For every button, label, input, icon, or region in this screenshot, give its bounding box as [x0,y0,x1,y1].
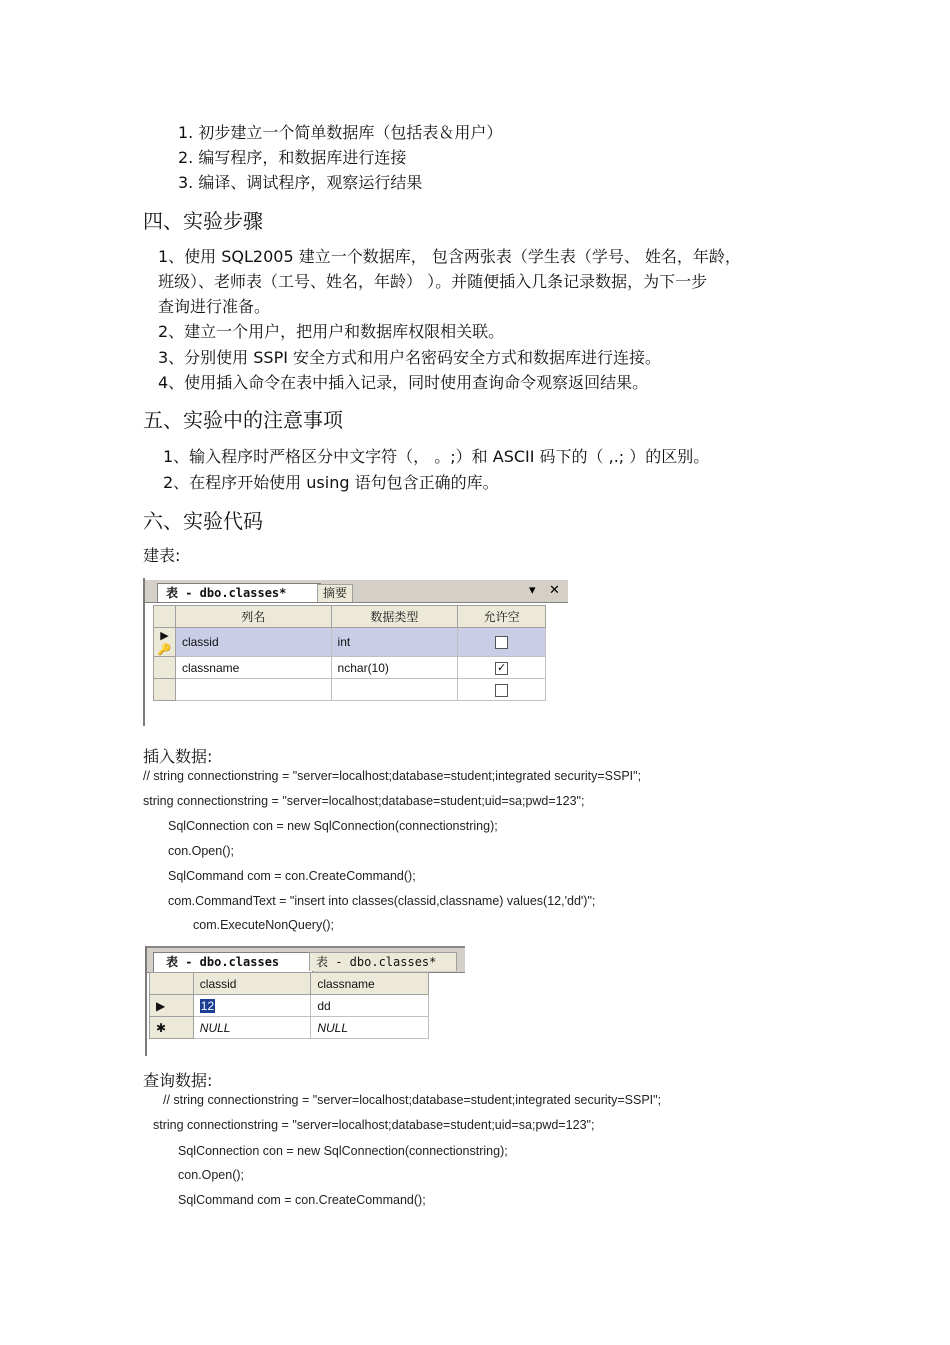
step-line: 3、分别使用 SSPI 安全方式和用户名密码安全方式和数据库进行连接。 [158,348,662,367]
key-icon: ▶🔑 [157,630,172,656]
cell-column-name[interactable] [175,679,331,701]
column-header-nullable: 允许空 [458,606,546,628]
cell-allow-null[interactable] [458,679,546,701]
row-selector[interactable] [154,679,176,701]
new-row-marker[interactable]: ✱ [150,1017,194,1039]
cell-data-type[interactable]: int [331,628,458,657]
table-row[interactable] [154,657,546,679]
code-line: string connectionstring = "server=localhost;database=student;uid=sa;pwd=123"; [143,794,585,808]
code-line: string connectionstring = "server=localhost;database=student;uid=sa;pwd=123"; [153,1118,595,1132]
tab-table-classes[interactable]: 表 - dbo.classes [153,952,313,972]
checkbox-unchecked[interactable] [495,684,508,697]
note-line: 1、输入程序时严格区分中文字符（， 。;）和 ASCII 码下的（ ,.; ）的区别。 [163,447,710,466]
cell-data-type[interactable] [331,679,458,701]
step-line: 班级）、老师表（工号、姓名，年龄） ）。并随便插入几条记录数据，为下一步 [158,272,708,291]
section-heading-notes: 五、实验中的注意事项 [143,408,343,432]
corner-header [150,973,194,995]
cell-column-name[interactable]: classname [175,657,331,679]
table-row[interactable] [154,679,546,701]
step-line: 查询进行准备。 [158,297,271,316]
table-row[interactable] [154,628,546,657]
code-line: com.CommandText = "insert into classes(classid,classname) values(12,'dd')"; [168,894,596,908]
cell-allow-null[interactable] [458,657,546,679]
code-line: SqlConnection con = new SqlConnection(connectionstring); [178,1144,508,1158]
corner-header [154,606,176,628]
code-line: con.Open(); [168,844,235,858]
tab-table-classes-designer[interactable]: 表 - dbo.classes* [309,952,457,971]
code-line: // string connectionstring = "server=localhost;database=student;integrated security=SSPI"; [163,1093,662,1107]
query-data-label: 查询数据: [143,1071,213,1090]
tab-table-classes[interactable]: 表 - dbo.classes* [157,583,321,602]
selected-value: 12 [200,998,215,1013]
table-row[interactable] [150,1017,429,1039]
row-selector[interactable]: ▶ [150,995,194,1017]
checkbox-unchecked[interactable] [495,636,508,649]
section-heading-code: 六、实验代码 [143,509,263,533]
cell-classid[interactable]: NULL [193,1017,311,1039]
cell-data-type[interactable]: nchar(10) [331,657,458,679]
column-header-classid: classid [193,973,311,995]
step-line: 2、建立一个用户，把用户和数据库权限相关联。 [158,322,505,341]
checkbox-checked[interactable]: ✓ [497,661,507,674]
cell-classid[interactable] [193,995,311,1017]
designer-tab-bar [145,580,568,603]
close-icon[interactable]: ✕ [549,583,560,598]
insert-data-label: 插入数据: [143,747,213,766]
column-header-type: 数据类型 [331,606,458,628]
code-line: com.ExecuteNonQuery(); [193,918,335,932]
code-line: // string connectionstring = "server=localhost;database=student;integrated security=SSPI"; [143,769,642,783]
column-header-name: 列名 [175,606,331,628]
tab-summary[interactable]: 摘要 [317,584,353,602]
note-line: 2、在程序开始使用 using 语句包含正确的库。 [163,473,499,492]
code-line: con.Open(); [178,1168,245,1182]
results-grid-screenshot [145,946,465,1056]
build-table-label: 建表: [143,546,181,565]
results-grid [149,972,429,1039]
table-row[interactable] [150,995,429,1017]
designer-grid [153,605,546,701]
objective-item: 3. 编译、调试程序，观察运行结果 [178,173,423,192]
objective-item: 1. 初步建立一个简单数据库（包括表＆用户） [178,123,503,142]
code-line: SqlConnection con = new SqlConnection(connectionstring); [168,819,498,833]
code-line: SqlCommand com = con.CreateCommand(); [178,1193,426,1207]
section-heading-steps: 四、实验步骤 [143,209,263,233]
cell-classname[interactable]: dd [311,995,429,1017]
dropdown-arrow-icon[interactable]: ▾ [529,583,536,598]
column-header-classname: classname [311,973,429,995]
objective-item: 2. 编写程序，和数据库进行连接 [178,148,407,167]
cell-allow-null[interactable] [458,628,546,657]
table-designer-screenshot [143,578,568,726]
code-line: SqlCommand com = con.CreateCommand(); [168,869,416,883]
step-line: 1、使用 SQL2005 建立一个数据库， 包含两张表（学生表（学号、 姓名，年龄， [158,247,741,266]
row-selector-key[interactable] [154,628,176,657]
results-tab-bar [147,946,465,973]
row-selector[interactable] [154,657,176,679]
step-line: 4、使用插入命令在表中插入记录，同时使用查询命令观察返回结果。 [158,373,649,392]
cell-classname[interactable]: NULL [311,1017,429,1039]
cell-column-name[interactable]: classid [175,628,331,657]
